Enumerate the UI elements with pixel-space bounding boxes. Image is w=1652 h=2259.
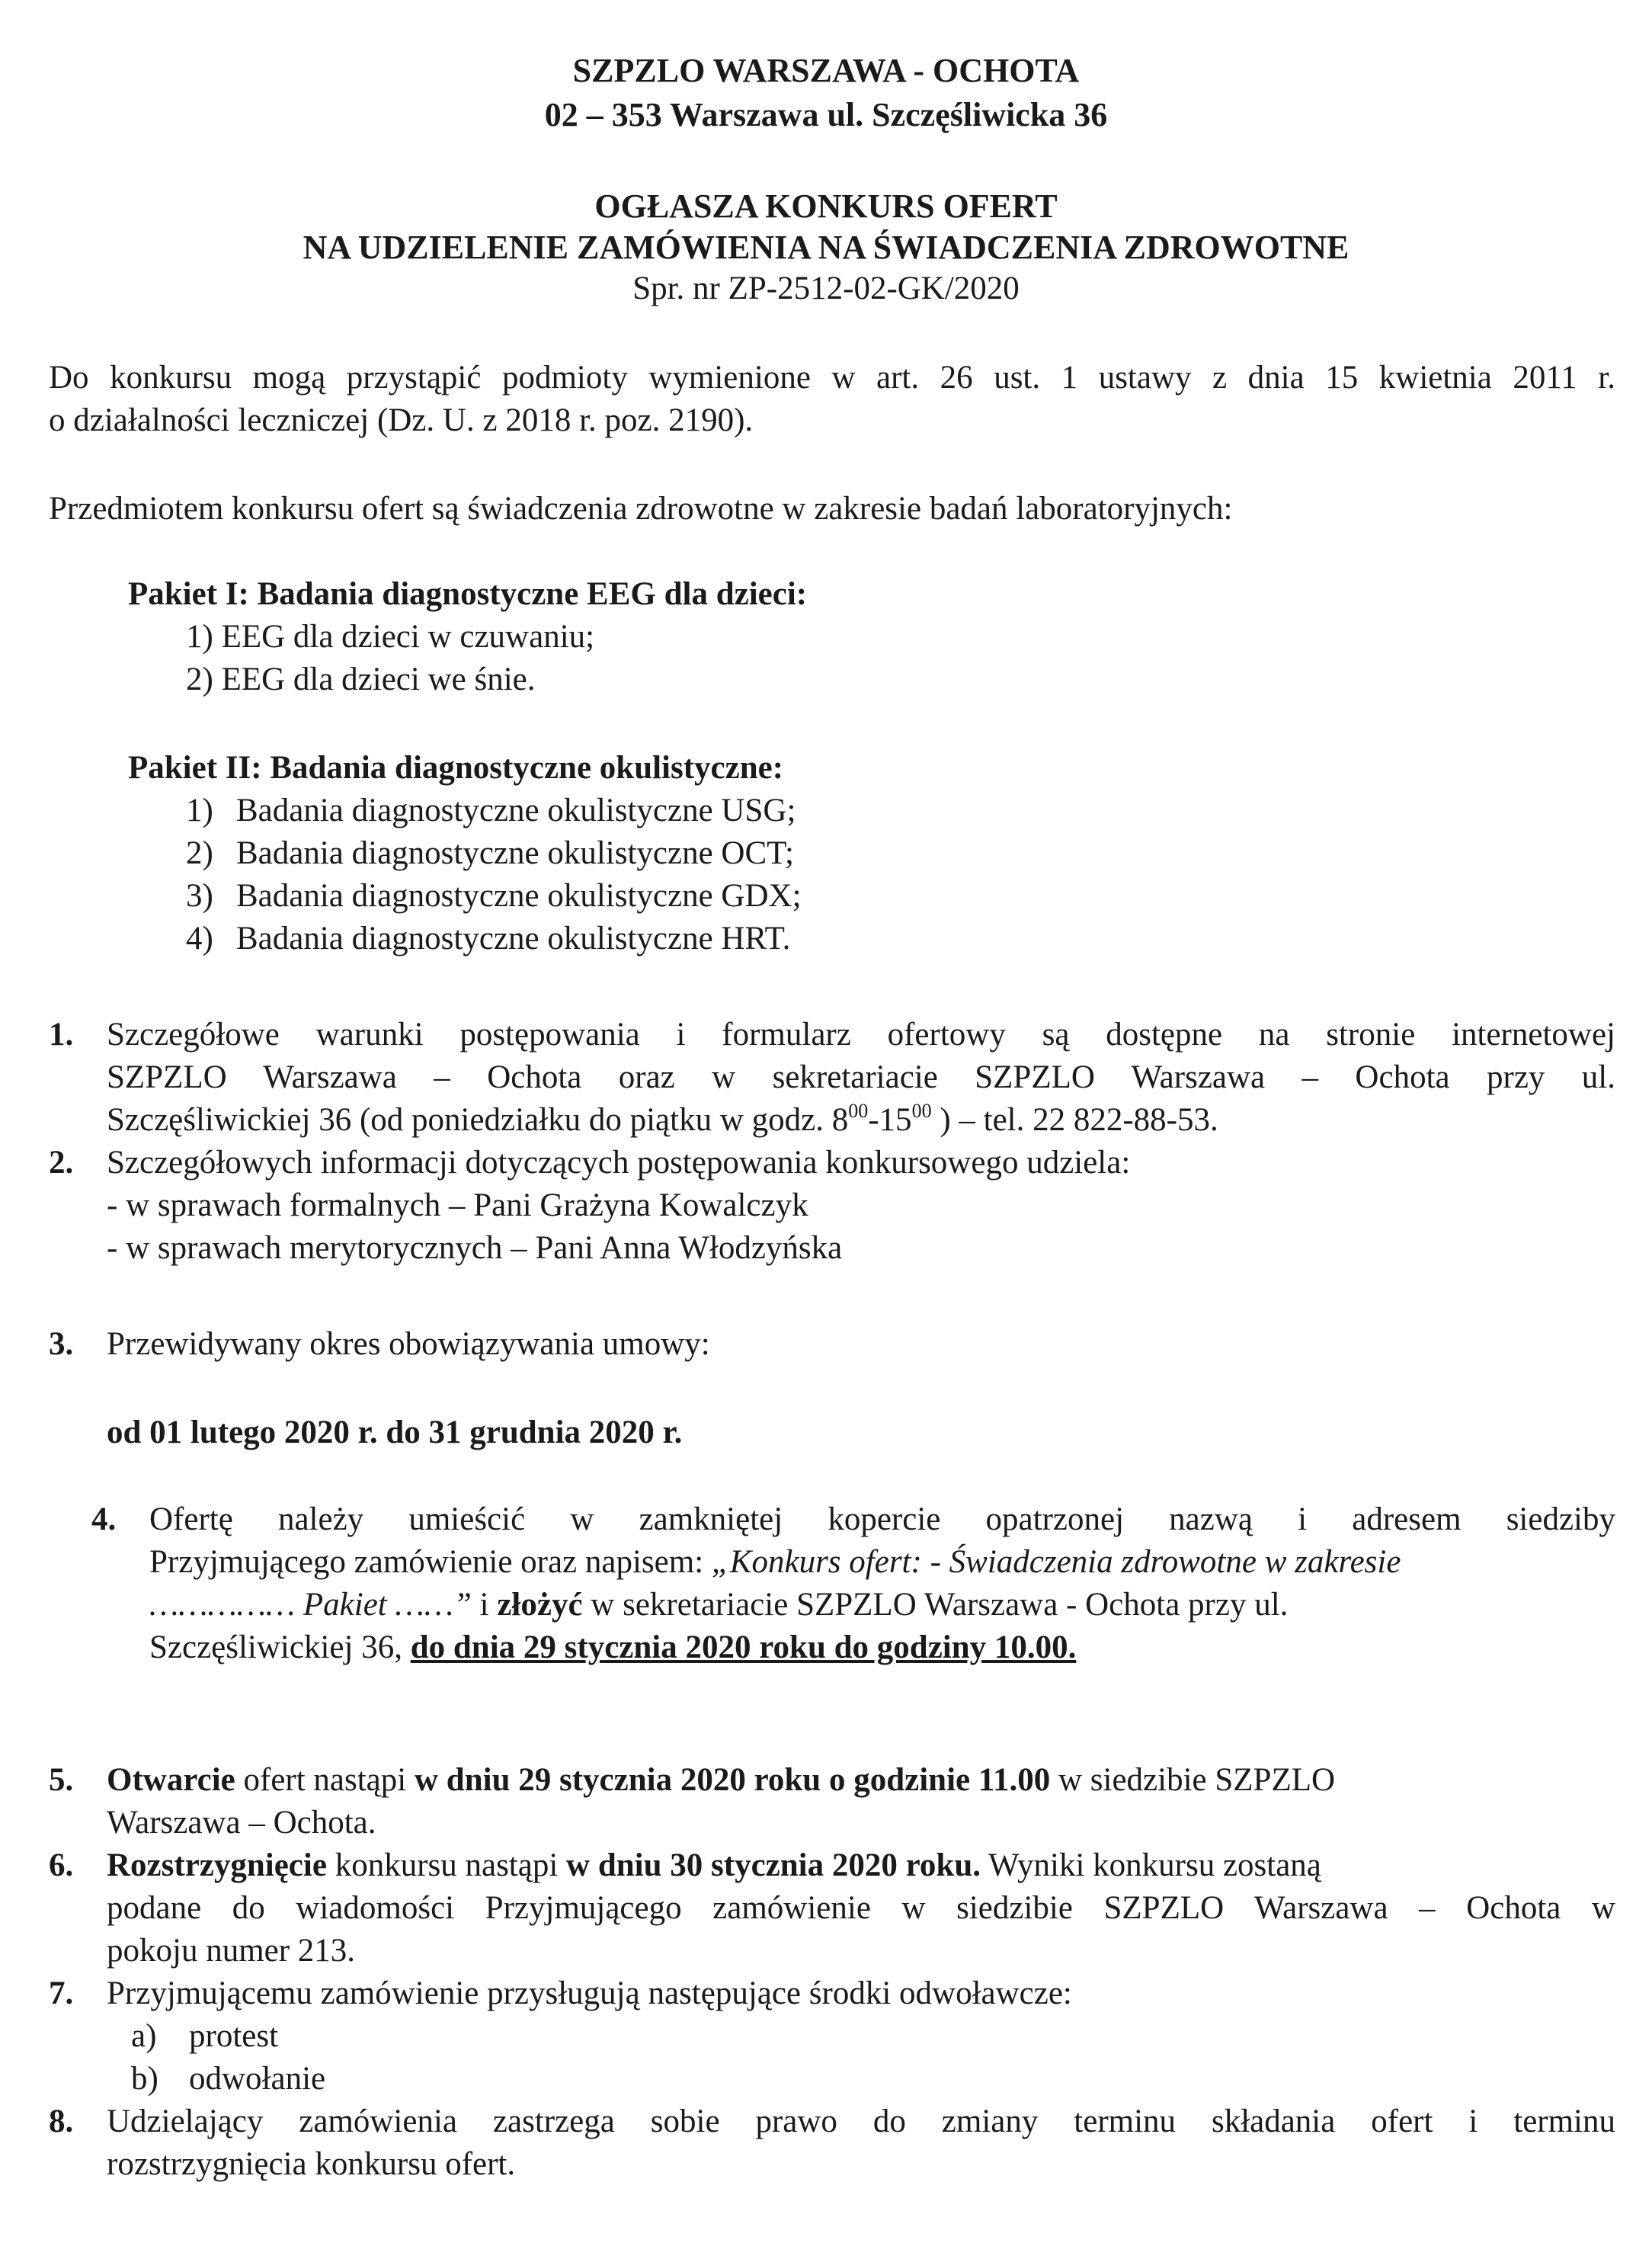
point-4-deadline: Szczęśliwickiej 36, do dnia 29 stycznia 2020 roku do godziny 10.00. [149, 1629, 1077, 1665]
point-number: 2. [49, 1145, 74, 1181]
pakiet-1-item: 1) EEG dla dzieci w czuwaniu; [186, 619, 595, 655]
point-6-line: podane do wiadomości Przyjmującego zamówienie w siedzibie SZPZLO Warszawa – Ochota w [107, 1890, 1615, 1926]
point-1-line: Szczegółowe warunki postępowania i formularz ofertowy są dostępne na stronie internetowej [107, 1017, 1615, 1053]
pakiet-2-item: Badania diagnostyczne okulistyczne USG; [236, 793, 796, 828]
pakiet-2-item: Badania diagnostyczne okulistyczne GDX; [236, 878, 802, 914]
pakiet-1-title: Pakiet I: Badania diagnostyczne EEG dla dzieci: [128, 576, 808, 612]
pakiet-1-item: 2) EEG dla dzieci we śnie. [186, 662, 536, 697]
remedy-item-num: b) [131, 2061, 158, 2097]
pakiet-2-item-num: 4) [186, 921, 213, 956]
point-number: 1. [49, 1017, 74, 1053]
pakiet-2-item-num: 3) [186, 878, 213, 914]
point-1-line-hours: Szczęśliwickiej 36 (od poniedziałku do piątku w godz. $8^{00}-15^{00}$ ) – tel. 22 822-88-53. [107, 1099, 1218, 1138]
remedy-item-num: a) [131, 2018, 157, 2054]
point-number: 3. [49, 1326, 74, 1362]
case-number: Spr. nr ZP-2512-02-GK/2020 [632, 271, 1020, 306]
remedy-item: odwołanie [189, 2061, 326, 2097]
point-2-contact-formal: - w sprawach formalnych – Pani Grażyna Kowalczyk [107, 1187, 808, 1223]
subject-line: Przedmiotem konkursu ofert są świadczenia zdrowotne w zakresie badań laboratoryjnych: [49, 491, 1233, 527]
pakiet-2-item-num: 1) [186, 793, 213, 828]
org-name: SZPZLO WARSZAWA - OCHOTA [572, 52, 1080, 89]
point-number: 6. [49, 1847, 74, 1883]
point-7-line: Przyjmującemu zamówienie przysługują następujące środki odwoławcze: [107, 1975, 1072, 2011]
org-address: 02 – 353 Warszawa ul. Szczęśliwicka 36 [544, 96, 1108, 133]
announcement-subtitle: NA UDZIELENIE ZAMÓWIENIA NA ŚWIADCZENIA ZDROWOTNE [303, 229, 1349, 266]
point-4-line: Ofertę należy umieścić w zamkniętej kopercie opatrzonej nazwą i adresem siedziby [149, 1501, 1615, 1537]
point-4-line: …………… Pakiet ……” i złożyć w sekretariacie SZPZLO Warszawa - Ochota przy ul. [149, 1587, 1289, 1623]
announcement-title: OGŁASZA KONKURS OFERT [594, 187, 1058, 225]
point-5-line: Warszawa – Ochota. [107, 1805, 376, 1841]
point-6-line: pokoju numer 213. [107, 1933, 356, 1969]
point-2-contact-merit: - w sprawach merytorycznych – Pani Anna Włodzyńska [107, 1230, 843, 1266]
point-number: 7. [49, 1975, 74, 2011]
pakiet-2-item: Badania diagnostyczne okulistyczne HRT. [236, 921, 791, 956]
pakiet-2-item: Badania diagnostyczne okulistyczne OCT; [236, 835, 795, 871]
pakiet-2-item-num: 2) [186, 835, 213, 871]
point-number: 4. [91, 1501, 117, 1537]
point-8-line: rozstrzygnięcia konkursu ofert. [107, 2146, 516, 2182]
point-3-line: Przewidywany okres obowiązywania umowy: [107, 1326, 710, 1362]
pakiet-2-title: Pakiet II: Badania diagnostyczne okulistyczne: [128, 750, 784, 786]
point-5-line: Otwarcie ofert nastąpi w dniu 29 stycznia 2020 roku o godzinie 11.00 w siedzibie SZPZLO [107, 1762, 1336, 1798]
intro-line-1: Do konkursu mogą przystąpić podmioty wymienione w art. 26 ust. 1 ustawy z dnia 15 kwietnia 2011 r. [49, 360, 1615, 396]
point-number: 8. [49, 2104, 74, 2139]
intro-line-2: o działalności leczniczej (Dz. U. z 2018 r. poz. 2190). [49, 402, 754, 438]
point-8-line: Udzielający zamówienia zastrzega sobie prawo do zmiany terminu składania ofert i terminu [107, 2104, 1615, 2139]
point-1-line: SZPZLO Warszawa – Ochota oraz w sekretariacie SZPZLO Warszawa – Ochota przy ul. [107, 1059, 1615, 1095]
point-2-line: Szczegółowych informacji dotyczących postępowania konkursowego udziela: [107, 1145, 1131, 1181]
point-number: 5. [49, 1762, 74, 1798]
point-4-line: Przyjmującego zamówienie oraz napisem: „Konkurs ofert: - Świadczenia zdrowotne w zakresie [149, 1544, 1401, 1580]
remedy-item: protest [189, 2018, 279, 2054]
contract-period: od 01 lutego 2020 r. do 31 grudnia 2020 r. [107, 1415, 683, 1450]
point-6-line: Rozstrzygnięcie konkursu nastąpi w dniu 30 stycznia 2020 roku. Wyniki konkursu zostaną [107, 1847, 1321, 1883]
